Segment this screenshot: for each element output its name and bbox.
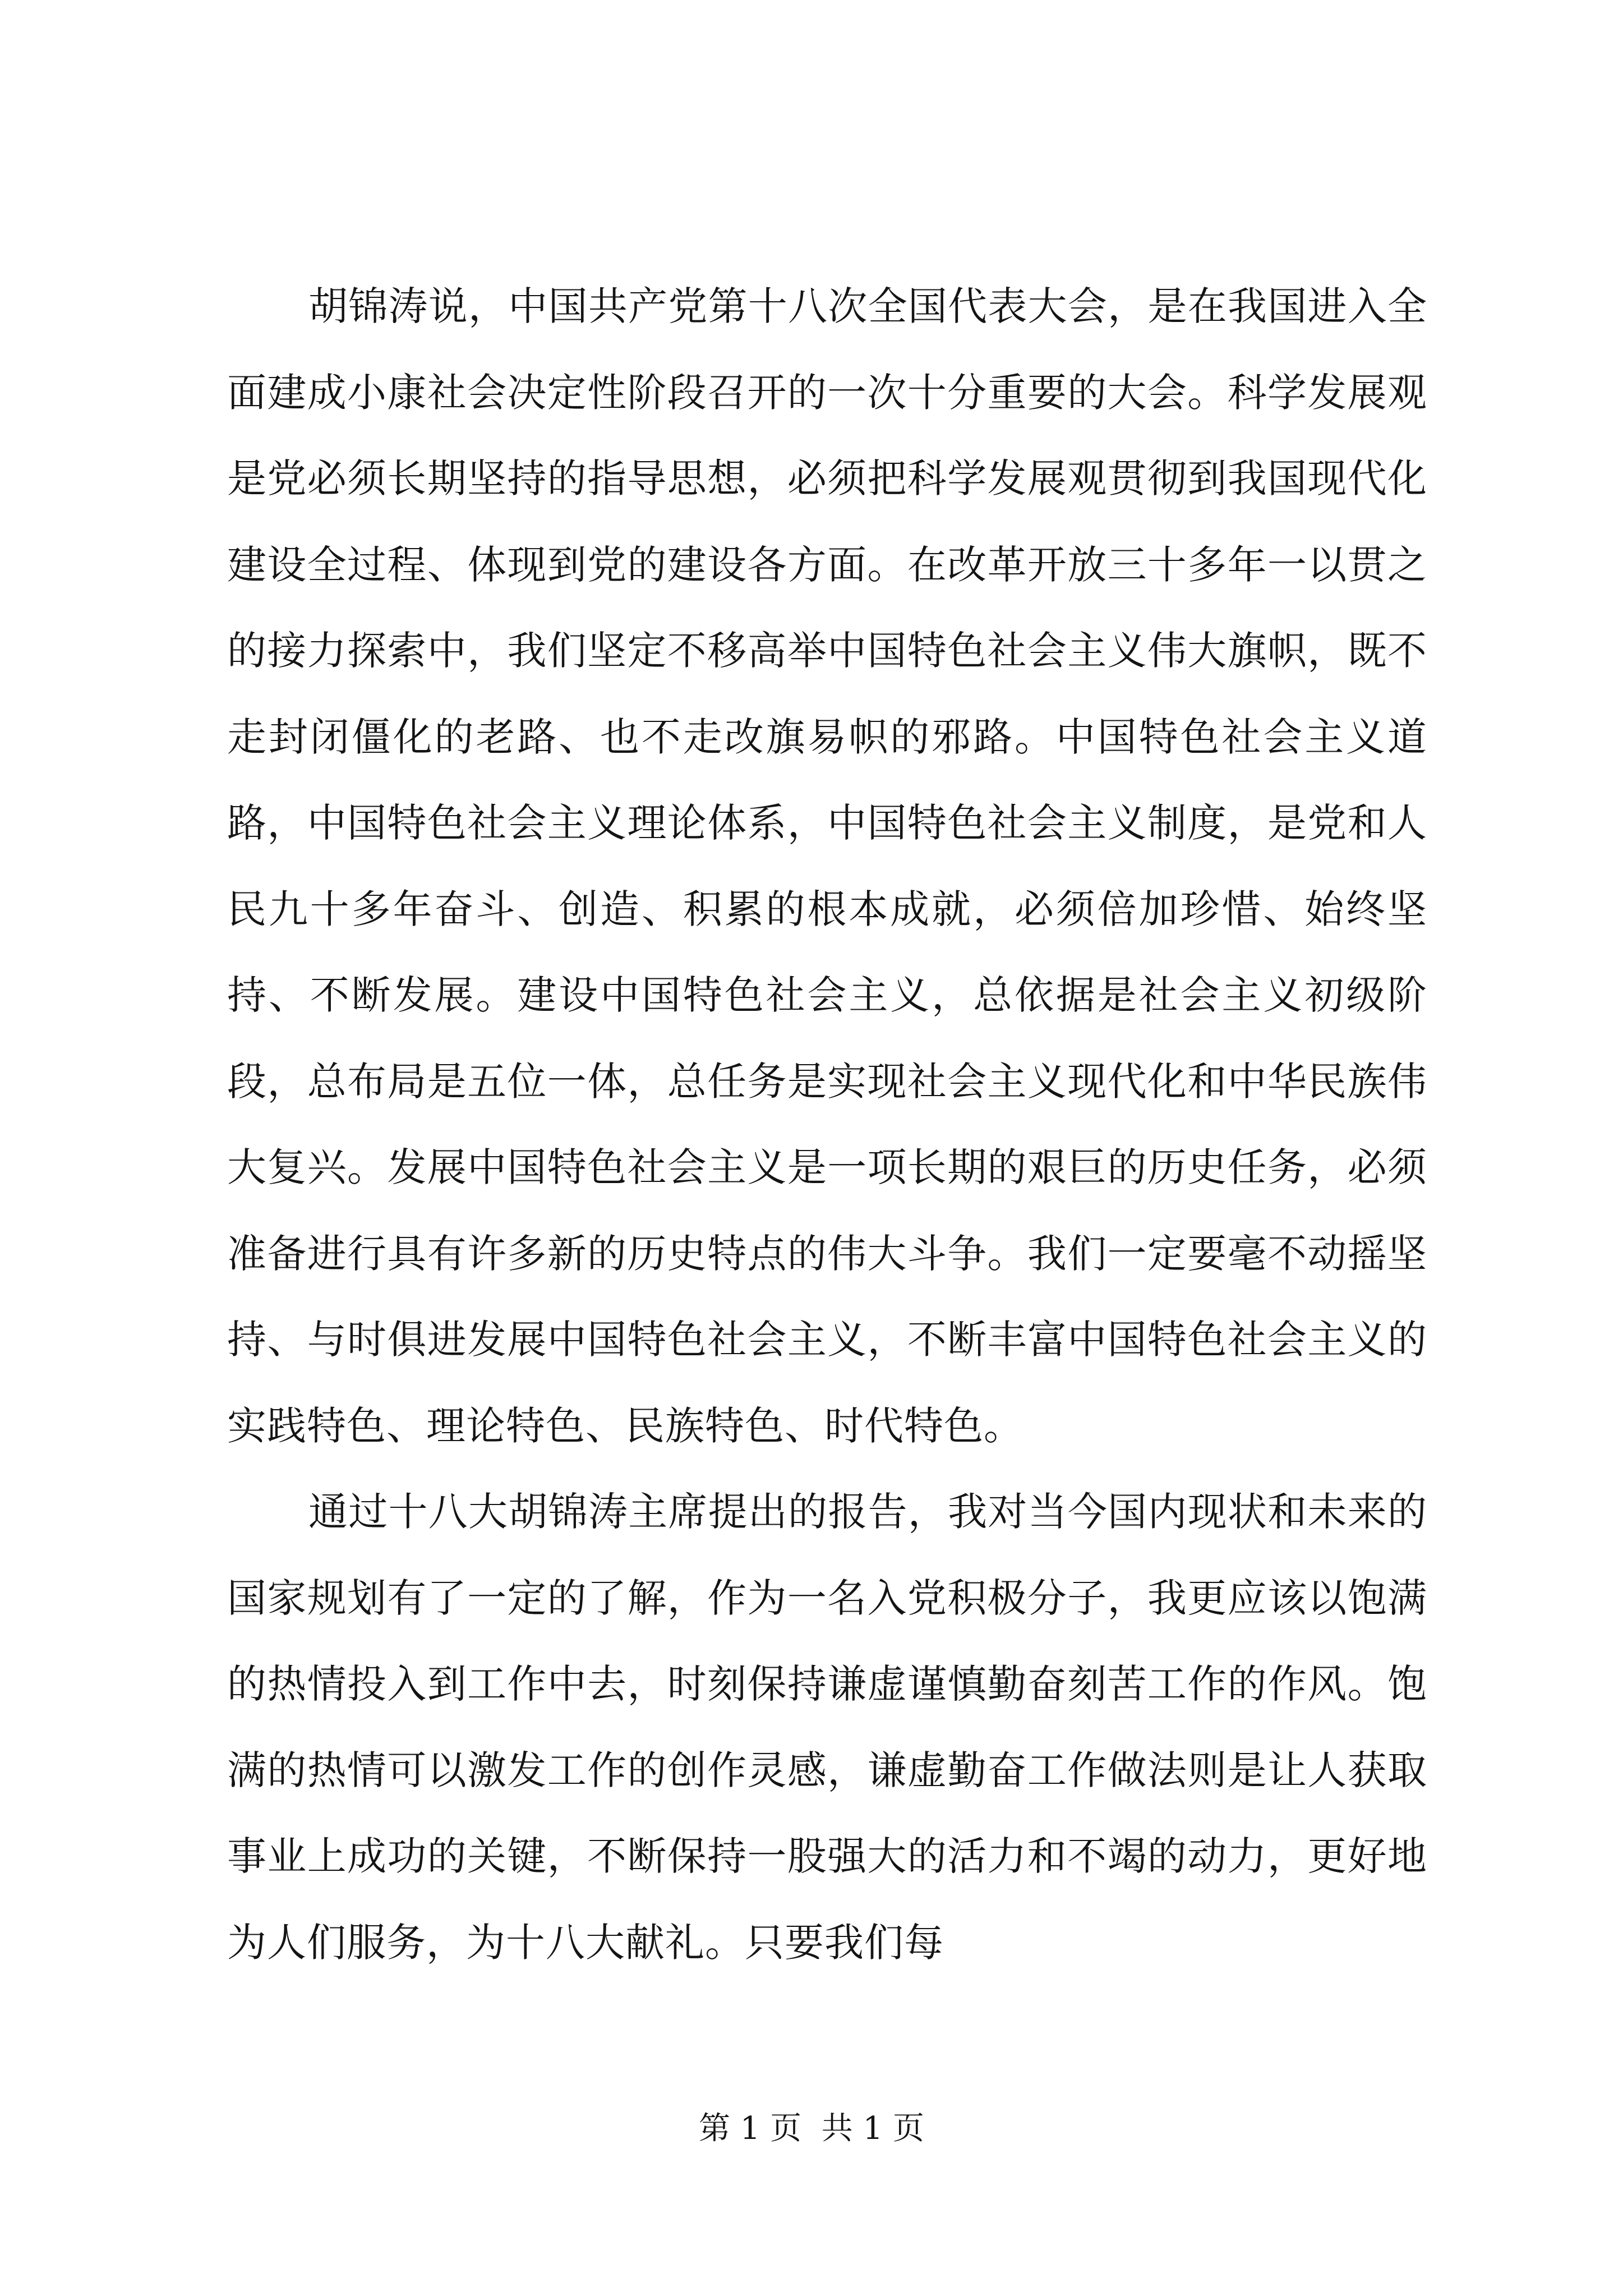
body-text [227, 264, 1427, 1986]
page-footer: 第 1 页 共 1 页 [698, 2110, 925, 2147]
paragraph-2: 通过十八大胡锦涛主席提出的报告，我对当今国内现状和未来的国家规划有了一定的了解，作为一名入党积极分子，我更应该以饱满的热情投入到工作中去，时刻保持谦虚谨慎勤奋刻苦工作的作风。饱满的热情可以激发工作的创作灵感，谦虚勤奋工作做法则是让人获取事业上成功的关键，不断保持一股强大的活力和不竭的动力，更好地为人们服务，为十八大献礼。只要我们每 [227, 1489, 1427, 1966]
paragraph-1: 胡锦涛说，中国共产党第十八次全国代表大会，是在我国进入全面建成小康社会决定性阶段召开的一次十分重要的大会。科学发展观是党必须长期坚持的指导思想，必须把科学发展观贯彻到我国现代化建设全过程、体现到党的建设各方面。在改革开放三十多年一以贯之的接力探索中，我们坚定不移高举中国特色社会主义伟大旗帜，既不走封闭僵化的老路、也不走改旗易帜的邪路。中国特色社会主义道路，中国特色社会主义理论体系，中国特色社会主义制度，是党和人民九十多年奋斗、创造、积累的根本成就，必须倍加珍惜、始终坚持、不断发展。建设中国特色社会主义，总依据是社会主义初级阶段，总布局是五位一体，总任务是实现社会主义现代化和中华民族伟大复兴。发展中国特色社会主义是一项长期的艰巨的历史任务，必须准备进行具有许多新的历史特点的伟大斗争。我们一定要毫不动摇坚持、与时俱进发展中国特色社会主义，不断丰富中国特色社会主义的实践特色、理论特色、民族特色、时代特色。 [227, 283, 1427, 1449]
